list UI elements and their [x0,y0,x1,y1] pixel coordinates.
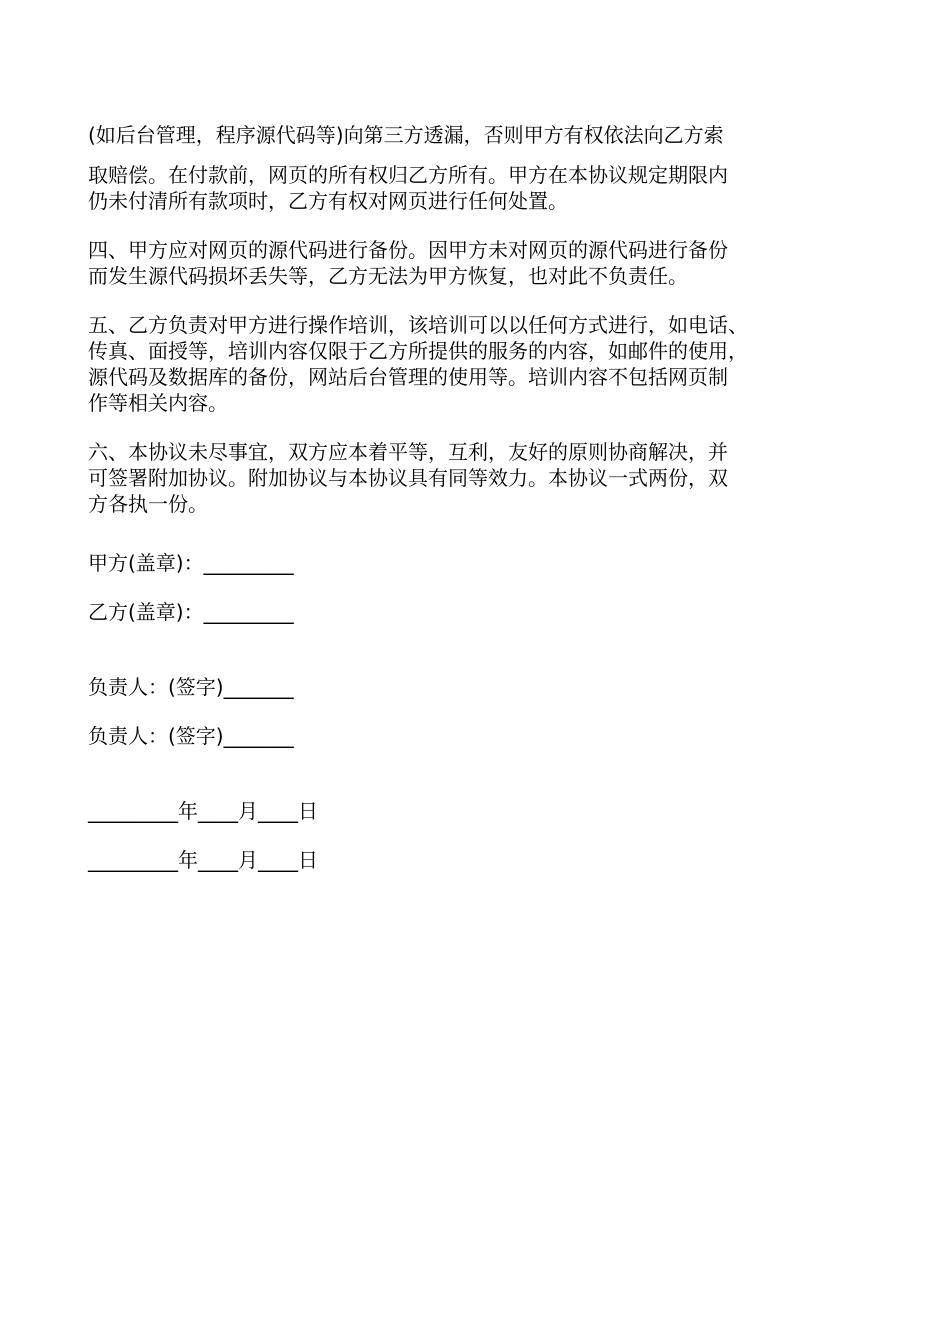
date-line: _________年____月____日 [88,848,318,872]
clause-five-line: 作等相关内容。 [88,391,228,415]
date-line: _________年____月____日 [88,799,318,823]
paragraph-line: 取赔偿。在付款前，网页的所有权归乙方所有。甲方在本协议规定期限内 [88,163,728,187]
clause-four-line: 四、甲方应对网页的源代码进行备份。因甲方未对网页的源代码进行备份 [88,238,728,262]
paragraph-line: (如后台管理，程序源代码等)向第三方透漏，否则甲方有权依法向乙方索 [88,123,724,147]
clause-six-line: 可签署附加协议。附加协议与本协议具有同等效力。本协议一式两份，双 [88,466,728,490]
clause-five-line: 传真、面授等，培训内容仅限于乙方所提供的服务的内容，如邮件的使用， [88,339,748,363]
clause-four-line: 而发生源代码损坏丢失等，乙方无法为甲方恢复，也对此不负责任。 [88,264,688,288]
responsible-signature-line: 负责人：(签字)_______ [88,724,294,748]
clause-five-line: 源代码及数据库的备份，网站后台管理的使用等。培训内容不包括网页制 [88,365,728,389]
clause-six-line: 方各执一份。 [88,492,208,516]
clause-five-line: 五、乙方负责对甲方进行操作培训，该培训可以以任何方式进行，如电话、 [88,313,748,337]
responsible-signature-line: 负责人：(签字)_______ [88,675,294,699]
paragraph-line: 仍未付清所有款项时，乙方有权对网页进行任何处置。 [88,189,568,213]
clause-six-line: 六、本协议未尽事宜，双方应本着平等，互利，友好的原则协商解决，并 [88,440,728,464]
party-b-seal-line: 乙方(盖章)：_________ [88,600,294,624]
party-a-seal-line: 甲方(盖章)：_________ [88,551,294,575]
